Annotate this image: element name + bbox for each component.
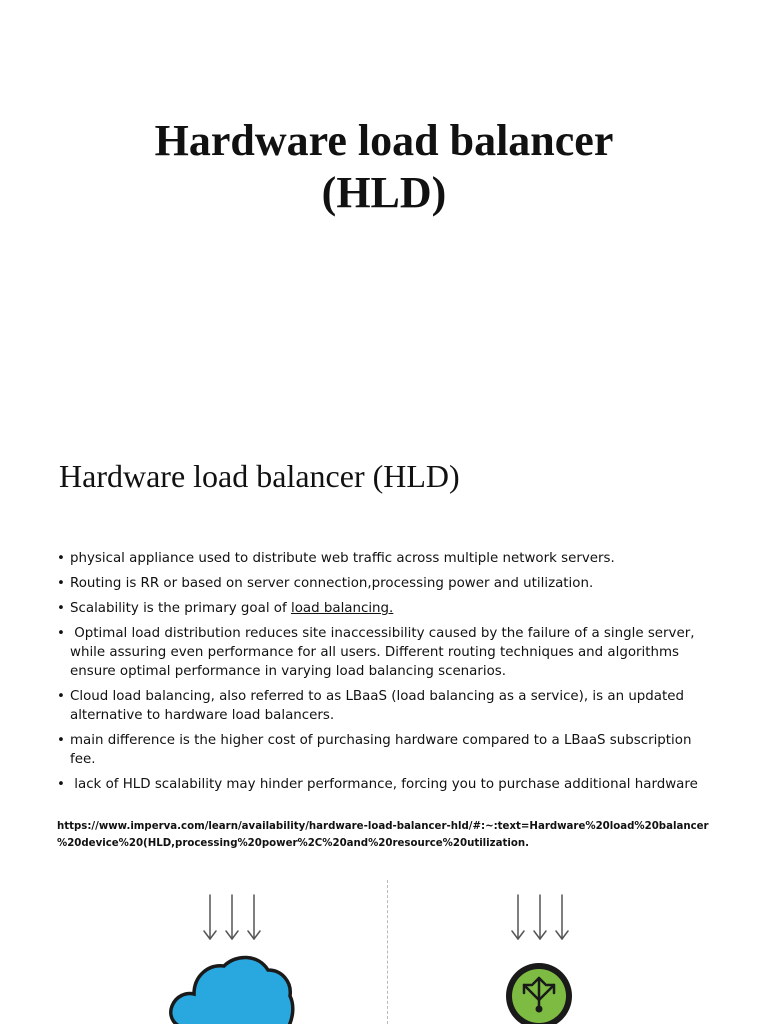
bullet-marker: •: [57, 551, 65, 566]
cloud-icon: [166, 950, 296, 1024]
bullet-text: Scalability is the primary goal of: [70, 601, 291, 616]
bullet-item: [57, 775, 717, 794]
bullet-marker: •: [57, 601, 65, 616]
bullet-text: physical appliance used to distribute web traffic across multiple network servers.: [70, 551, 615, 566]
load-balancing-link[interactable]: load balancing.: [290, 601, 394, 616]
bullet-marker: •: [57, 733, 65, 748]
bullet-text: main difference is the higher cost of purchasing hardware compared to a LBaaS subscription fee.: [70, 733, 692, 767]
slide-title-line-1: Hardware load balancer: [154, 116, 614, 165]
slide-title-line-2: (HLD): [321, 168, 447, 217]
dashed-divider: [387, 880, 388, 1024]
bullet-item: [57, 549, 717, 568]
bullet-marker: •: [57, 689, 65, 704]
bullet-item: [57, 731, 717, 769]
bullet-item: [57, 574, 717, 593]
bullet-text: Cloud load balancing, also referred to as LBaaS (load balancing as a service), is an updated alternative to hardware load balancers.: [70, 689, 684, 723]
bullet-marker: •: [57, 576, 65, 591]
bullet-text: lack of HLD scalability may hinder performance, forcing you to purchase additional hardware: [70, 777, 698, 792]
bullet-text: Routing is RR or based on server connection,processing power and utilization.: [70, 576, 594, 591]
bullet-marker: •: [57, 777, 65, 792]
bullet-item: [57, 687, 717, 725]
source-url-line-2[interactable]: %20device%20(HLD,processing%20power%2C%20and%20resource%20utilization.: [57, 838, 529, 849]
slide-title: [0, 115, 768, 219]
bullet-item: [57, 624, 717, 681]
bullet-marker: •: [57, 626, 65, 641]
bullet-list: [57, 549, 717, 800]
incoming-arrows-icon: [508, 893, 572, 945]
bullet-item: [57, 599, 717, 618]
load-balancer-icon: [500, 960, 578, 1024]
source-url-line-1[interactable]: https://www.imperva.com/learn/availability/hardware-load-balancer-hld/#:~:text=Hardware%20load%20balancer: [57, 821, 709, 832]
section-heading: Hardware load balancer (HLD): [59, 458, 460, 494]
bullet-text: Optimal load distribution reduces site inaccessibility caused by the failure of a single server, while assuring even performance for all users. Different routing techniques and algorithms ensure optimal performance in varying load balancing scenarios.: [70, 626, 699, 679]
incoming-arrows-icon: [200, 893, 264, 945]
